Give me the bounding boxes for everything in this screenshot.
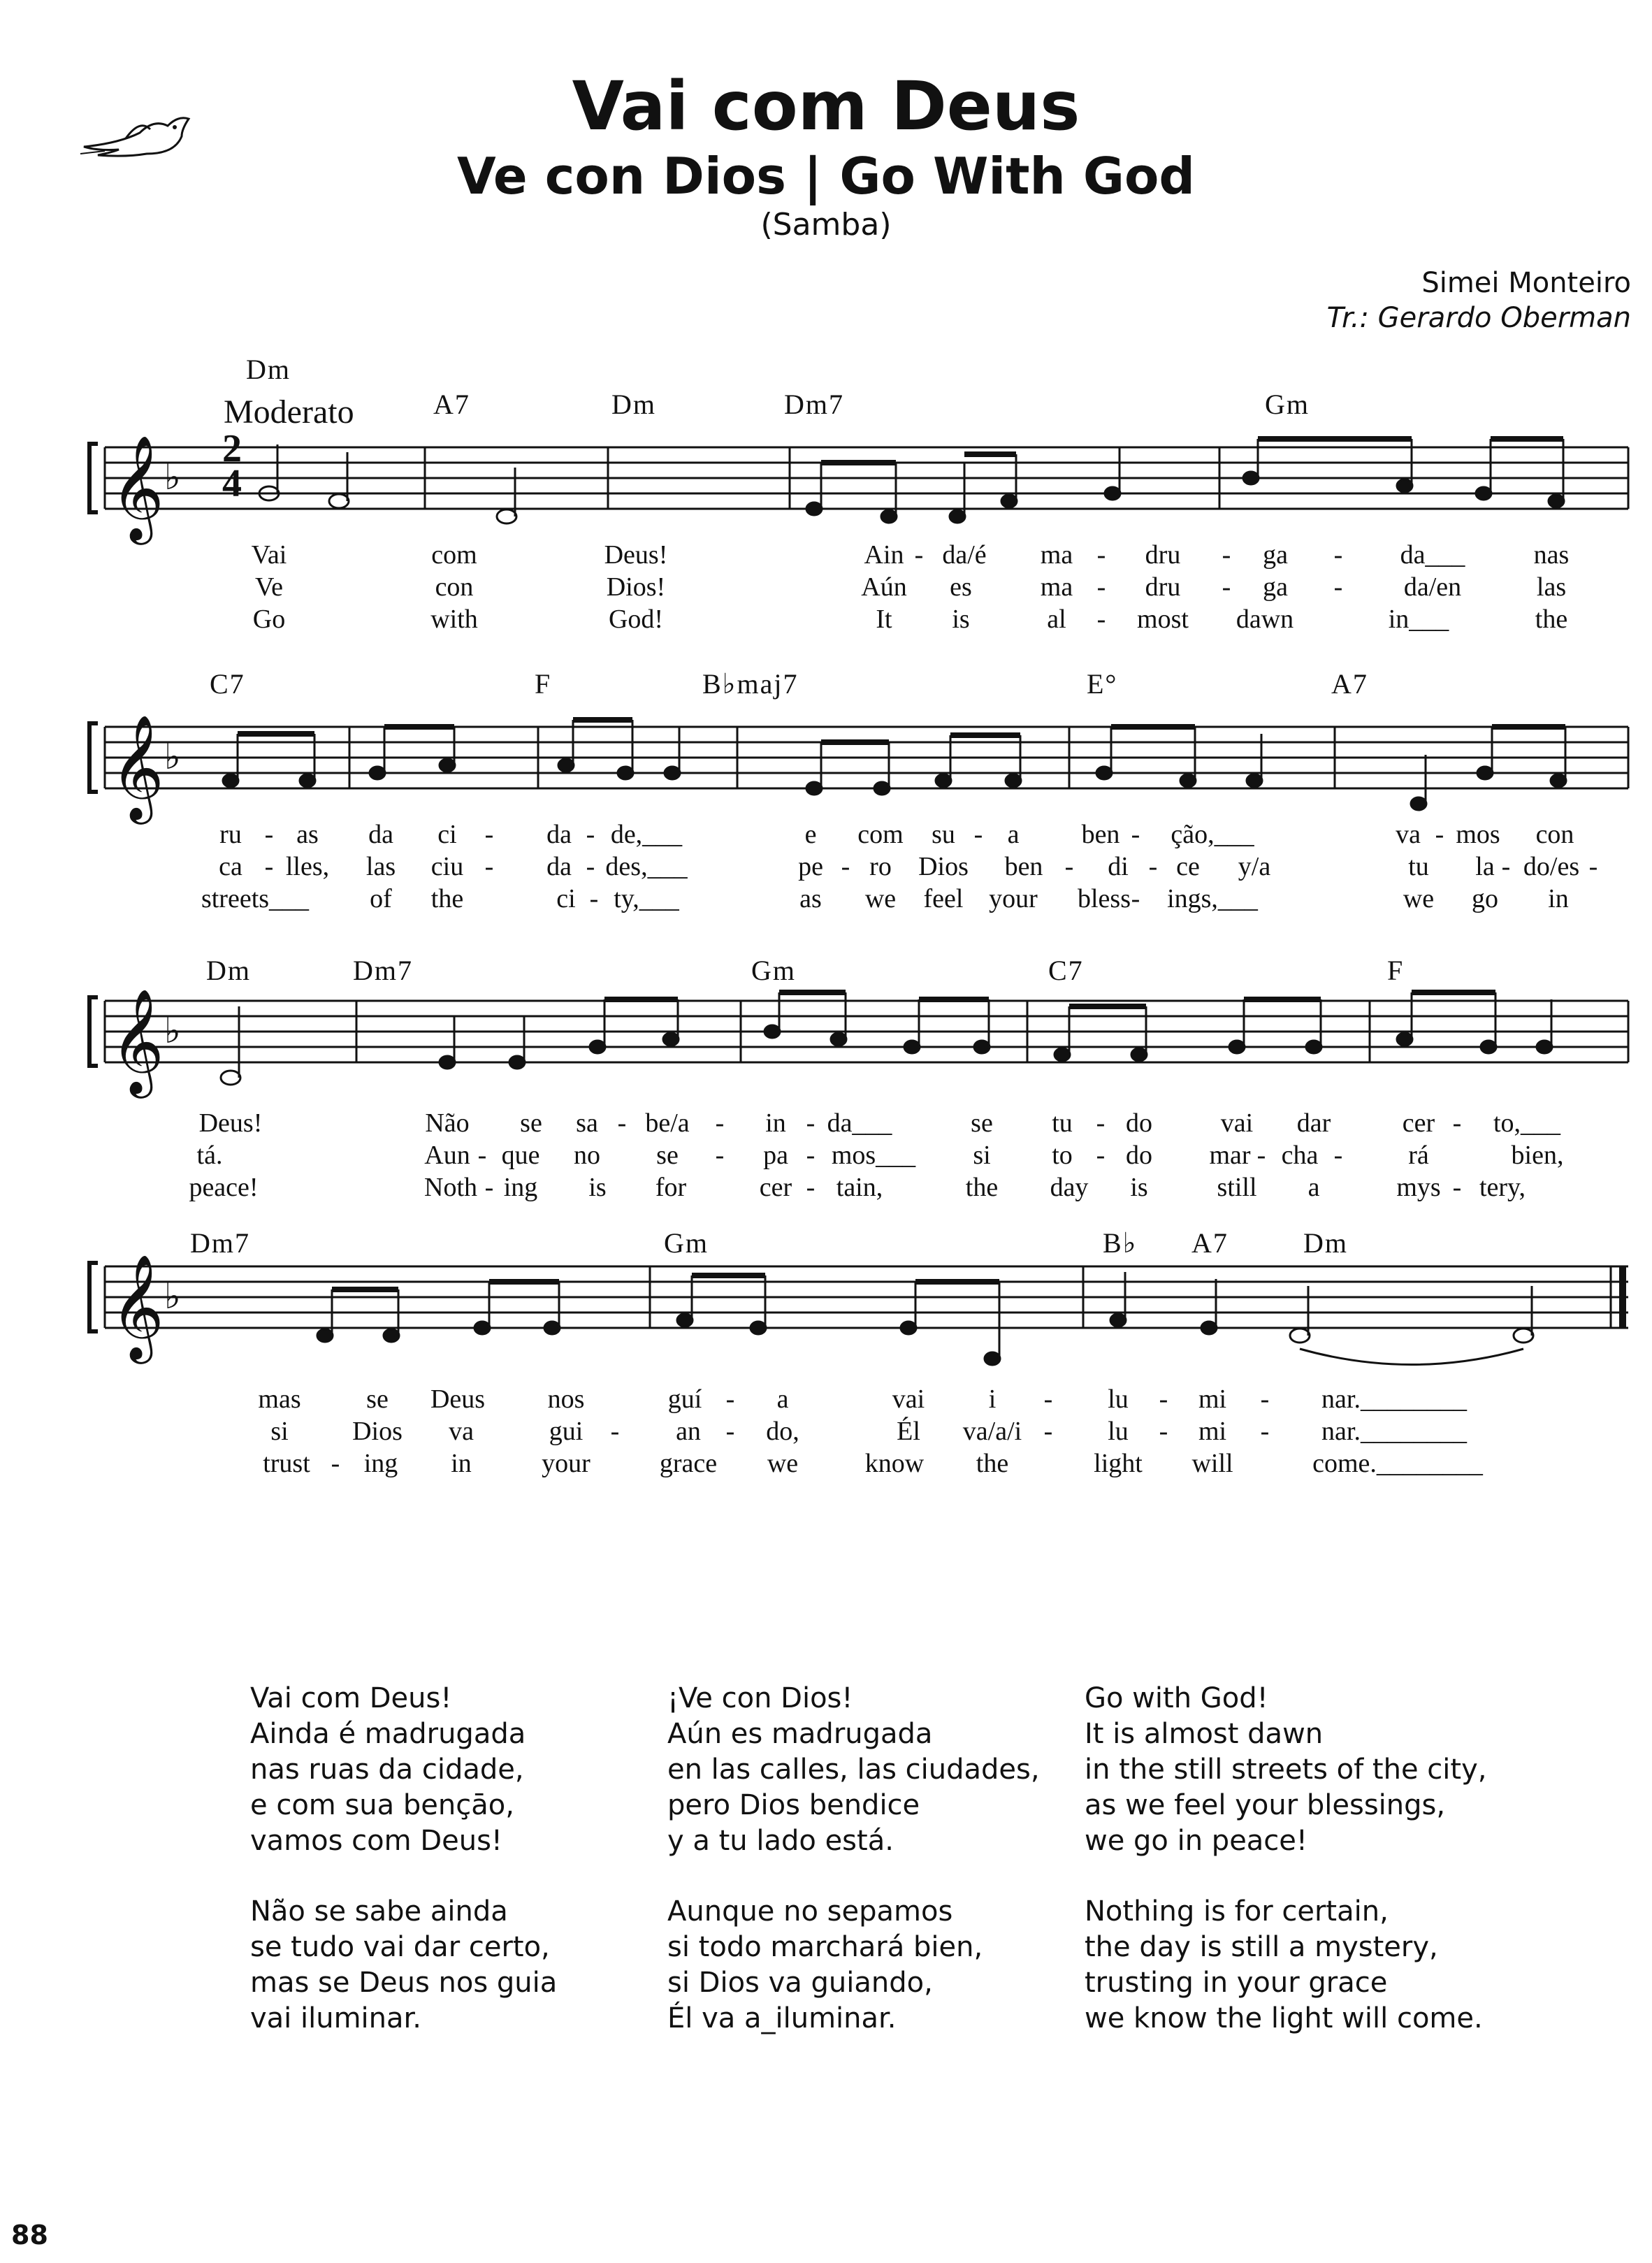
verse-line: Él va a_iluminar. — [667, 2002, 897, 2034]
lyric: da — [546, 852, 572, 881]
verse-line: Aún es madrugada — [667, 1718, 933, 1750]
lyric: know — [864, 1449, 925, 1478]
verse-line: It is almost dawn — [1085, 1718, 1324, 1750]
chord: E° — [1087, 668, 1118, 700]
lyric: peace! — [189, 1173, 259, 1202]
staff-system-2 — [89, 723, 1628, 792]
verse-line: ¡Ve con Dios! — [667, 1682, 853, 1714]
lyric: - — [1260, 1384, 1270, 1414]
lyric: - — [1501, 852, 1511, 881]
lyric: ci — [556, 884, 576, 913]
chord: Gm — [664, 1227, 709, 1259]
staff-system-4 — [89, 1263, 1628, 1331]
lyric: vai — [892, 1384, 925, 1414]
lyric: da — [368, 820, 393, 849]
lyric: - — [1064, 852, 1074, 881]
lyric: streets___ — [201, 884, 310, 913]
time-signature-bottom: 4 — [222, 462, 242, 505]
lyric: - — [264, 820, 274, 849]
lyric: Não — [425, 1108, 470, 1138]
lyric: - — [1333, 572, 1343, 602]
lyric: - — [610, 1417, 620, 1446]
lyric: da___ — [1400, 540, 1465, 570]
lyric: lu — [1108, 1417, 1129, 1446]
verse-line: Ainda é madrugada — [250, 1718, 526, 1750]
staff-system-1 — [89, 444, 1628, 512]
lyric: - — [1159, 1417, 1168, 1446]
verse-line: vai iluminar. — [250, 2002, 422, 2034]
verse-line: pero Dios bendice — [667, 1789, 920, 1821]
lyric: God! — [608, 605, 664, 634]
verse-line: we go in peace! — [1085, 1825, 1307, 1857]
lyric: al — [1047, 605, 1066, 634]
lyric: si — [973, 1141, 991, 1170]
lyric: tain, — [836, 1173, 883, 1202]
lyric: - — [1148, 852, 1158, 881]
lyric: with — [430, 605, 478, 634]
lyric: las — [1536, 572, 1567, 602]
lyric: su — [932, 820, 955, 849]
lyric: da — [546, 820, 572, 849]
lyric: mys — [1396, 1173, 1441, 1202]
lyric: - — [1096, 605, 1106, 634]
lyric: ru — [219, 820, 242, 849]
lyric: tu — [1408, 852, 1429, 881]
lyric: your — [542, 1449, 590, 1478]
lyric: - — [725, 1417, 735, 1446]
lyric: do — [1126, 1141, 1152, 1170]
chord: Dm — [611, 389, 656, 420]
lyric: - — [1333, 540, 1343, 570]
chord: Dm — [1303, 1227, 1348, 1259]
lyric: - — [484, 820, 494, 849]
lyric: se — [971, 1108, 993, 1138]
lyric: come.________ — [1312, 1449, 1483, 1478]
lyric: - — [1435, 820, 1444, 849]
lyric: ben — [1004, 852, 1043, 881]
lyric: gui — [549, 1417, 584, 1446]
lyric: no — [574, 1141, 600, 1170]
lyric: most — [1137, 605, 1189, 634]
chord: Dm — [206, 955, 251, 986]
verse-en-stanza-1 — [1085, 1681, 1486, 1859]
lyric: do, — [766, 1417, 799, 1446]
chord: Dm7 — [784, 389, 844, 420]
lyric: Ve — [254, 572, 284, 602]
lyric: for — [655, 1173, 687, 1202]
lyric: las — [365, 852, 396, 881]
verse-line: we know the light will come. — [1085, 2002, 1483, 2034]
flat-key-signature: ♭ — [164, 1276, 181, 1317]
lyric: day — [1050, 1173, 1089, 1202]
lyric: da/en — [1403, 572, 1462, 602]
lyric: ciu — [430, 852, 464, 881]
lyric: i — [988, 1384, 997, 1414]
lyric: do — [1126, 1108, 1152, 1138]
verse-es-stanza-2 — [667, 1894, 983, 2037]
lyric: com — [431, 540, 477, 570]
lyric: It — [876, 605, 892, 634]
lyric: - — [589, 884, 599, 913]
lyric: - — [806, 1173, 816, 1202]
lyric: - — [1452, 1108, 1462, 1138]
lyric: pe — [798, 852, 823, 881]
chord: C7 — [1048, 955, 1084, 986]
chord: A7 — [1191, 1227, 1229, 1259]
chord: Gm — [1265, 389, 1310, 420]
lyric: still — [1217, 1173, 1257, 1202]
verse-line: Go with God! — [1085, 1682, 1268, 1714]
lyric: ga — [1263, 540, 1288, 570]
lyric: nar.________ — [1321, 1417, 1467, 1446]
lyric: da___ — [827, 1108, 892, 1138]
lyric: da/é — [942, 540, 987, 570]
lyric: cer — [759, 1173, 792, 1202]
verse-line: mas se Deus nos guia — [250, 1967, 558, 1999]
lyric: se — [366, 1384, 389, 1414]
chord: B♭maj7 — [702, 668, 799, 700]
page-number: 88 — [11, 2220, 48, 2250]
lyric: di — [1108, 852, 1129, 881]
lyric: ma — [1040, 572, 1073, 602]
verse-line: nas ruas da cidade, — [250, 1754, 524, 1786]
lyric: a — [1307, 1173, 1320, 1202]
lyric: Deus! — [604, 540, 668, 570]
lyric: in — [765, 1108, 786, 1138]
lyric: - — [1096, 572, 1106, 602]
chord: F — [1387, 955, 1405, 986]
lyric: Go — [252, 605, 286, 634]
lyric: - — [331, 1449, 340, 1478]
lyric: pa — [763, 1141, 788, 1170]
lyric: ci — [437, 820, 457, 849]
verse-line: si Dios va guiando, — [667, 1967, 933, 1999]
lyric: va — [1396, 820, 1421, 849]
lyric: ty,___ — [614, 884, 679, 913]
lyric: Aun — [424, 1141, 470, 1170]
treble-clef-icon: 𝄞 — [110, 988, 164, 1094]
lyric: mi — [1198, 1417, 1227, 1446]
flat-key-signature: ♭ — [164, 457, 181, 498]
lyric: - — [1333, 1141, 1343, 1170]
lyric: nar.________ — [1321, 1384, 1467, 1414]
chord: A7 — [433, 389, 470, 420]
song-title: Vai com Deus — [572, 67, 1080, 145]
lyric: the — [1535, 605, 1568, 634]
verse-line: Não se sabe ainda — [250, 1895, 508, 1928]
flat-key-signature: ♭ — [164, 1011, 181, 1051]
lyric: - — [617, 1108, 627, 1138]
chord: B♭ — [1103, 1227, 1138, 1259]
lyric: es — [950, 572, 972, 602]
lyric: as — [296, 820, 319, 849]
chord: F — [535, 668, 552, 700]
lyric: Aún — [861, 572, 907, 602]
verse-line: en las calles, las ciudades, — [667, 1754, 1040, 1786]
lyric: - — [1159, 1384, 1168, 1414]
lyric: - — [586, 820, 595, 849]
treble-clef-icon: 𝄞 — [110, 434, 164, 540]
lyric: - — [1131, 820, 1140, 849]
lyric: - — [586, 852, 595, 881]
verse-line: the day is still a mystery, — [1085, 1931, 1438, 1963]
lyric: light — [1094, 1449, 1143, 1478]
lyric: the — [976, 1449, 1009, 1478]
verse-es-stanza-1 — [667, 1681, 1040, 1859]
lyric: mas — [258, 1384, 301, 1414]
lyric: ce — [1176, 852, 1200, 881]
chord: Gm — [751, 955, 796, 986]
lyric: feel — [923, 884, 964, 913]
lyric: la — [1475, 852, 1495, 881]
lyric: grace — [659, 1449, 718, 1478]
lyric: bless — [1078, 884, 1131, 913]
lyric: com — [857, 820, 904, 849]
lyric: se — [520, 1108, 542, 1138]
lyric: - — [806, 1141, 816, 1170]
lyric: do/es — [1523, 852, 1580, 881]
lyric: ca — [219, 852, 242, 881]
lyric: tu — [1052, 1108, 1073, 1138]
lyric: in___ — [1388, 605, 1449, 634]
lyric: - — [484, 1173, 494, 1202]
lyric: we — [767, 1449, 799, 1478]
lyric: - — [1260, 1417, 1270, 1446]
lyric: is — [1130, 1173, 1148, 1202]
lyric: the — [965, 1173, 999, 1202]
lyric: con — [435, 572, 474, 602]
lyric: ma — [1040, 540, 1073, 570]
lyric: - — [841, 852, 850, 881]
lyric: nas — [1533, 540, 1570, 570]
lyric: your — [989, 884, 1038, 913]
lyric: to,___ — [1493, 1108, 1561, 1138]
lyric: Dios! — [606, 572, 666, 602]
verse-line: as we feel your blessings, — [1085, 1789, 1446, 1821]
lyric: an — [676, 1417, 701, 1446]
lyric: - — [1043, 1384, 1053, 1414]
verse-line: se tudo vai dar certo, — [250, 1931, 550, 1963]
lyric: mos___ — [831, 1141, 916, 1170]
verse-en-stanza-2 — [1085, 1894, 1483, 2037]
lyric: a — [1007, 820, 1020, 849]
lyric: y/a — [1238, 852, 1271, 881]
lyric: sa — [576, 1108, 598, 1138]
lyric: - — [264, 852, 274, 881]
lyric: a — [776, 1384, 789, 1414]
lyric: - — [477, 1141, 487, 1170]
lyric: - — [806, 1108, 816, 1138]
lyric: vai — [1220, 1108, 1254, 1138]
lyric: in — [451, 1449, 472, 1478]
lyric: mi — [1198, 1384, 1227, 1414]
lyric: dru — [1145, 572, 1181, 602]
chord: Dm7 — [353, 955, 413, 986]
lyric: as — [799, 884, 822, 913]
translator: Tr.: Gerardo Oberman — [1326, 302, 1631, 334]
composer: Simei Monteiro — [1421, 267, 1631, 299]
lyric: ben — [1081, 820, 1120, 849]
lyric: - — [1222, 572, 1231, 602]
flat-key-signature: ♭ — [164, 737, 181, 777]
lyric: Deus — [430, 1384, 486, 1414]
verse-line: y a tu lado está. — [667, 1825, 894, 1857]
lyric: bien, — [1511, 1141, 1564, 1170]
tempo-marking: Moderato — [224, 393, 354, 431]
treble-clef-icon: 𝄞 — [110, 714, 164, 820]
lyric: to — [1052, 1141, 1073, 1170]
lyric: is — [588, 1173, 607, 1202]
lyric: cha — [1281, 1141, 1319, 1170]
lyric: will — [1191, 1449, 1233, 1478]
lyric: - — [1096, 540, 1106, 570]
lyric: nos — [547, 1384, 585, 1414]
lyric: the — [430, 884, 464, 913]
lyric: ings,___ — [1167, 884, 1258, 913]
chord: Dm — [246, 354, 291, 385]
time-signature-top: 2 — [222, 427, 242, 470]
lyric: - — [914, 540, 924, 570]
verse-line: trusting in your grace — [1085, 1967, 1388, 1999]
lyric: is — [952, 605, 970, 634]
lyric: que — [501, 1141, 540, 1170]
chord: A7 — [1331, 668, 1368, 700]
song-subtitle: Ve con Dios | Go With God — [457, 147, 1195, 205]
lyric: ing — [503, 1173, 538, 1202]
lyric: go — [1472, 884, 1498, 913]
lyric: - — [1131, 884, 1140, 913]
lyric: Dios — [918, 852, 969, 881]
lyric: ga — [1263, 572, 1288, 602]
lyric: Vai — [251, 540, 287, 570]
lyric: ro — [869, 852, 892, 881]
lyric: - — [1096, 1108, 1106, 1138]
lyric: Dios — [352, 1417, 403, 1446]
lyric: Deus! — [198, 1108, 263, 1138]
lyric: con — [1535, 820, 1574, 849]
lyric: - — [1222, 540, 1231, 570]
lyric: tery, — [1479, 1173, 1526, 1202]
verse-pt-stanza-1 — [250, 1681, 526, 1859]
verse-line: vamos com Deus! — [250, 1825, 502, 1857]
lyric: e — [804, 820, 817, 849]
lyric: ing — [363, 1449, 398, 1478]
lyric: guí — [667, 1384, 702, 1414]
lyric: rá — [1408, 1141, 1429, 1170]
lyric: cer — [1402, 1108, 1435, 1138]
lyric: de,___ — [610, 820, 683, 849]
lyric: se — [656, 1141, 679, 1170]
song-style: (Samba) — [760, 207, 892, 243]
chord: Dm7 — [190, 1227, 250, 1259]
staff-system-3 — [89, 997, 1628, 1066]
lyric: des,___ — [605, 852, 688, 881]
lyric: dawn — [1236, 605, 1294, 634]
lyric: lles, — [285, 852, 330, 881]
lyric: va — [449, 1417, 474, 1446]
lyric: we — [864, 884, 897, 913]
lyric: - — [484, 852, 494, 881]
lyric: va/a/i — [962, 1417, 1022, 1446]
lyric: in — [1548, 884, 1569, 913]
lyric: - — [715, 1108, 725, 1138]
lyric: dru — [1145, 540, 1181, 570]
treble-clef-icon: 𝄞 — [110, 1253, 164, 1359]
lyric: of — [370, 884, 392, 913]
verse-line: Aunque no sepamos — [667, 1895, 953, 1928]
lyric: Él — [897, 1417, 920, 1446]
verse-line: e com sua bençāo, — [250, 1789, 514, 1821]
chord: C7 — [210, 668, 245, 700]
lyric: Noth — [424, 1173, 477, 1202]
lyric: mar — [1209, 1141, 1251, 1170]
lyric: - — [1043, 1417, 1053, 1446]
lyric: lu — [1108, 1384, 1129, 1414]
lyric: - — [973, 820, 983, 849]
lyric: dar — [1296, 1108, 1331, 1138]
lyric: si — [270, 1417, 289, 1446]
lyric: - — [725, 1384, 735, 1414]
verse-line: Vai com Deus! — [250, 1682, 452, 1714]
lyric: ção,___ — [1171, 820, 1254, 849]
lyric: - — [1096, 1141, 1106, 1170]
lyric: tá. — [196, 1141, 223, 1170]
lyric: Ain — [864, 540, 904, 570]
lyric: - — [1452, 1173, 1462, 1202]
lyric: - — [1256, 1141, 1266, 1170]
lyric: we — [1403, 884, 1435, 913]
verse-line: Nothing is for certain, — [1085, 1895, 1389, 1928]
verse-pt-stanza-2 — [250, 1894, 557, 2037]
verse-line: si todo marchará bien, — [667, 1931, 983, 1963]
verse-line: in the still streets of the city, — [1085, 1754, 1487, 1786]
lyric: - — [1588, 852, 1598, 881]
lyric: trust — [263, 1449, 310, 1478]
lyric: mos — [1456, 820, 1500, 849]
lyric: - — [715, 1141, 725, 1170]
lyric: be/a — [645, 1108, 690, 1138]
